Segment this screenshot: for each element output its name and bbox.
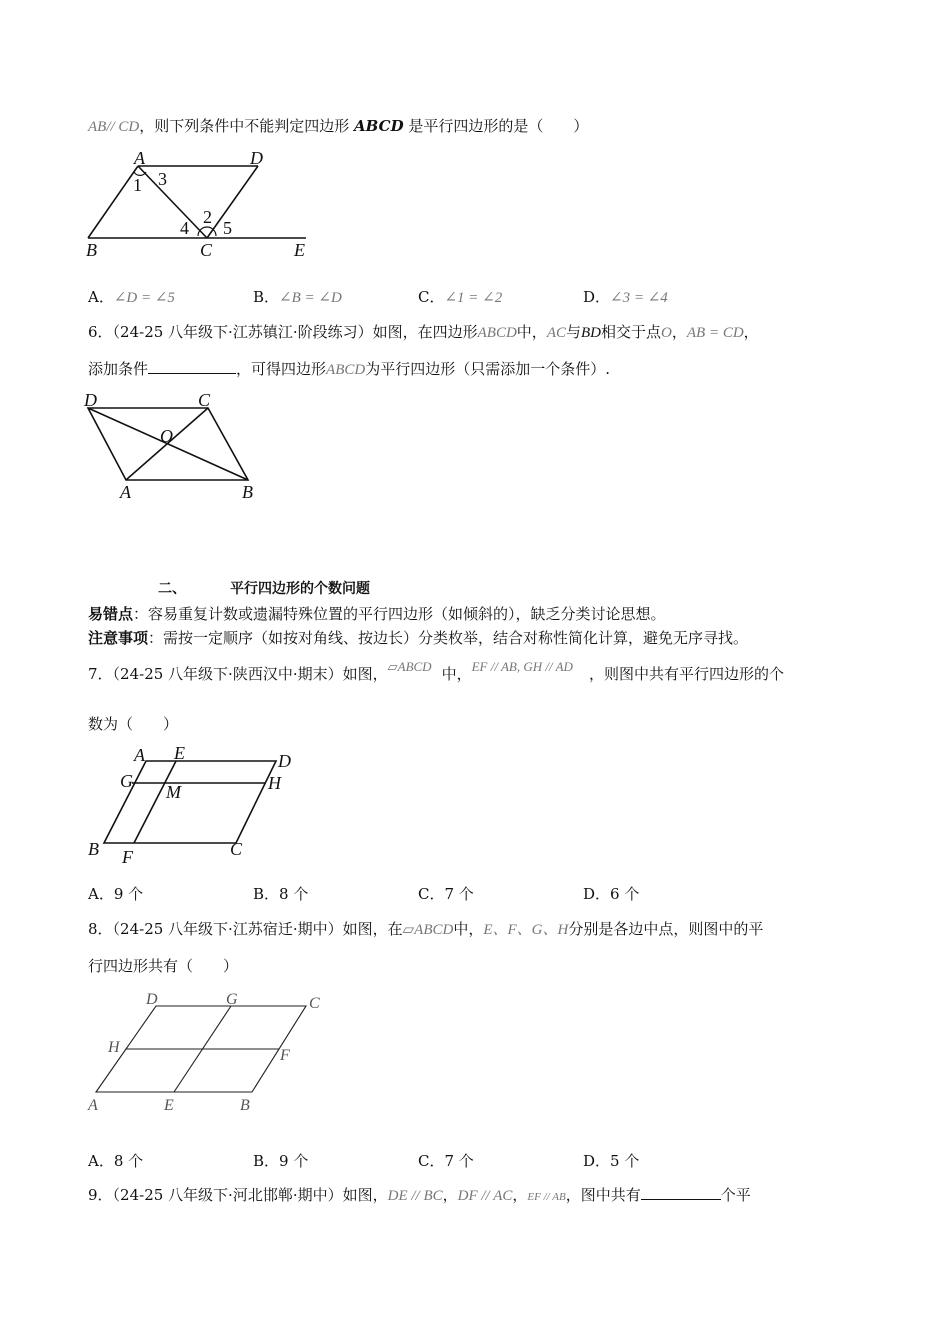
text-span: B． [253,1152,280,1170]
text-span: ，则图中共有平行四边形的个 [588,665,784,683]
text-span: 如图， [342,1186,388,1204]
text-span: ABCD [326,362,366,378]
text-span: 如图，在四边形 [372,323,478,341]
text-span: 中， [441,665,472,683]
text-span: 9． [88,1186,113,1204]
q6-label-c: C [198,390,211,410]
q8-label-c: C [309,995,320,1012]
q5-angle-3: 3 [158,169,167,189]
q5-label-e: E [294,240,305,260]
q6-label-a: A [120,482,131,502]
text-span: 易错点 [88,605,134,623]
text-span: ▱ABCD [402,922,454,938]
text-span: D． [583,1152,611,1170]
q8-label-a: A [88,1097,98,1114]
q7-option-a[interactable] [88,884,143,904]
text-span: O [661,325,672,341]
text-span: 9 个 [279,1152,309,1170]
text-span: 是平行四边形的是（ ） [403,117,589,135]
q5-angle-1: 1 [133,175,142,195]
q7-stem [88,659,784,685]
q5-condition: AB// CD [88,119,140,135]
text-span: A． [88,1152,114,1170]
q5-label-a: A [134,148,145,168]
text-span: C． [418,885,445,903]
q6-stem-line2 [88,359,610,380]
q7-label-d: D [278,751,291,771]
q6-answer-blank[interactable] [148,359,236,374]
q7-label-b: B [88,839,99,859]
text-span: 6 个 [610,885,640,903]
text-span: C． [418,288,445,306]
text-span: ， [743,323,759,341]
q8-stem-line2: 行四边形共有（ ） [88,957,239,975]
text-span: 注意事项 [88,629,149,647]
text-span: 8 个 [113,1152,144,1170]
text-span: 7 个 [444,1152,474,1170]
text-span: 5 个 [610,1152,640,1170]
text-span: AC [546,325,566,341]
q7-label-h: H [268,773,281,793]
text-span: ∠B = ∠D [279,290,342,306]
q5-option-c[interactable] [418,287,502,308]
text-span: ∠3 = ∠4 [610,290,668,306]
q6-label-b: B [242,482,253,502]
text-span: B． [253,288,280,306]
text-span: ABCD [354,117,404,135]
text-span: 7． [88,665,113,683]
q8-label-g: G [226,991,238,1008]
q7-label-m: M [166,782,181,802]
text-span: 8 个 [279,885,309,903]
q5-angle-4: 4 [180,218,189,238]
q7-label-e: E [174,743,185,763]
q9-answer-blank[interactable] [641,1185,721,1200]
q5-label-d: D [250,148,263,168]
q8-option-d[interactable] [583,1151,639,1171]
q5-figure [80,148,340,264]
text-span: D． [583,885,611,903]
section2-note [88,628,748,648]
text-span: A． [88,885,114,903]
text-span: 添加条件 [88,360,149,378]
text-span: 8． [88,920,113,938]
text-span: ， [442,1186,458,1204]
q5-option-d[interactable] [583,287,668,308]
text-span: ∠1 = ∠2 [444,290,503,306]
q6-label-o: O [160,426,173,446]
text-span: 7 个 [444,885,474,903]
q8-label-d: D [146,991,158,1008]
text-span: 个平 [720,1186,751,1204]
q7-label-f: F [122,847,133,867]
q8-label-f: F [280,1047,290,1064]
text-span: （24-25 八年级下·河北邯郸·期中） [112,1186,343,1204]
text-span: ：需按一定顺序（如按对角线、按边长）分类枚举，结合对称性简化计算，避免无序寻找。 [148,629,749,647]
q8-option-b[interactable] [253,1151,308,1171]
q7-label-g: G [120,771,133,791]
text-span: EF // AB, GH // AD [471,659,573,674]
q7-option-b[interactable] [253,884,308,904]
text-span: 如图，在 [342,920,403,938]
text-span: ，则下列条件中不能判定四边形 [139,117,355,135]
text-span: C． [418,1152,445,1170]
q7-option-d[interactable] [583,884,639,904]
q7-label-a: A [134,745,145,765]
text-span: BD [581,325,601,341]
text-span: ，图中共有 [565,1186,641,1204]
q8-stem [88,919,763,940]
text-span: ▱ABCD [387,659,432,674]
text-span: E、F、G、H [483,922,569,938]
text-span: 6． [88,323,113,341]
text-span: 为平行四边形（只需添加一个条件）. [365,360,610,378]
text-span: ， [671,323,687,341]
text-span: ，可得四边形 [236,360,327,378]
q5-label-b: B [86,240,97,260]
section2-heading [158,579,370,599]
text-span: EF // AB [527,1191,566,1203]
text-span: （24-25 八年级下·陕西汉中·期末） [112,665,343,683]
q8-option-c[interactable] [418,1151,474,1171]
text-span: 分别是各边中点，则图中的平 [568,920,764,938]
text-span: 如图， [342,665,388,683]
text-span: 相交于点 [601,323,662,341]
q5-option-b[interactable] [253,287,342,308]
q6-label-d: D [84,390,97,410]
text-span: ：容易重复计数或遗漏特殊位置的平行四边形（如倾斜的），缺乏分类讨论思想。 [133,605,666,623]
text-span: DE // BC [387,1188,443,1204]
q5-label-c: C [200,240,213,260]
text-span: （24-25 八年级下·江苏宿迁·期中） [112,920,343,938]
q8-option-a[interactable] [88,1151,143,1171]
text-span: ， [512,1186,528,1204]
q5-stem [88,116,588,137]
q7-stem-line2: 数为（ ） [88,715,179,733]
q8-figure [80,988,340,1118]
q7-label-c: C [230,839,243,859]
section2-error-point [88,604,666,624]
text-span: （24-25 八年级下·江苏镇江·阶段练习） [112,323,373,341]
q8-label-e: E [164,1097,174,1114]
text-span: B． [253,885,280,903]
text-span: ∠D = ∠5 [113,290,175,306]
q8-label-b: B [240,1097,250,1114]
text-span: 中， [453,920,484,938]
text-span: 平行四边形的个数问题 [230,581,370,597]
text-span: 二、 [158,581,186,597]
text-span: 中， [516,323,547,341]
text-span: 与 [565,323,581,341]
q5-angle-5: 5 [223,218,232,238]
q5-angle-2: 2 [203,207,212,227]
q6-stem [88,322,759,343]
text-span: ABCD [477,325,517,341]
q7-figure [80,745,310,867]
text-span: A． [88,288,114,306]
text-span: AB = CD [686,325,744,341]
q7-option-c[interactable] [418,884,474,904]
text-span: DF // AC [457,1188,513,1204]
q6-figure [80,390,270,502]
q5-option-a[interactable] [88,287,175,308]
text-span: 9 个 [113,885,144,903]
q9-stem [88,1185,751,1207]
text-span: D． [583,288,611,306]
q8-label-h: H [108,1039,120,1056]
